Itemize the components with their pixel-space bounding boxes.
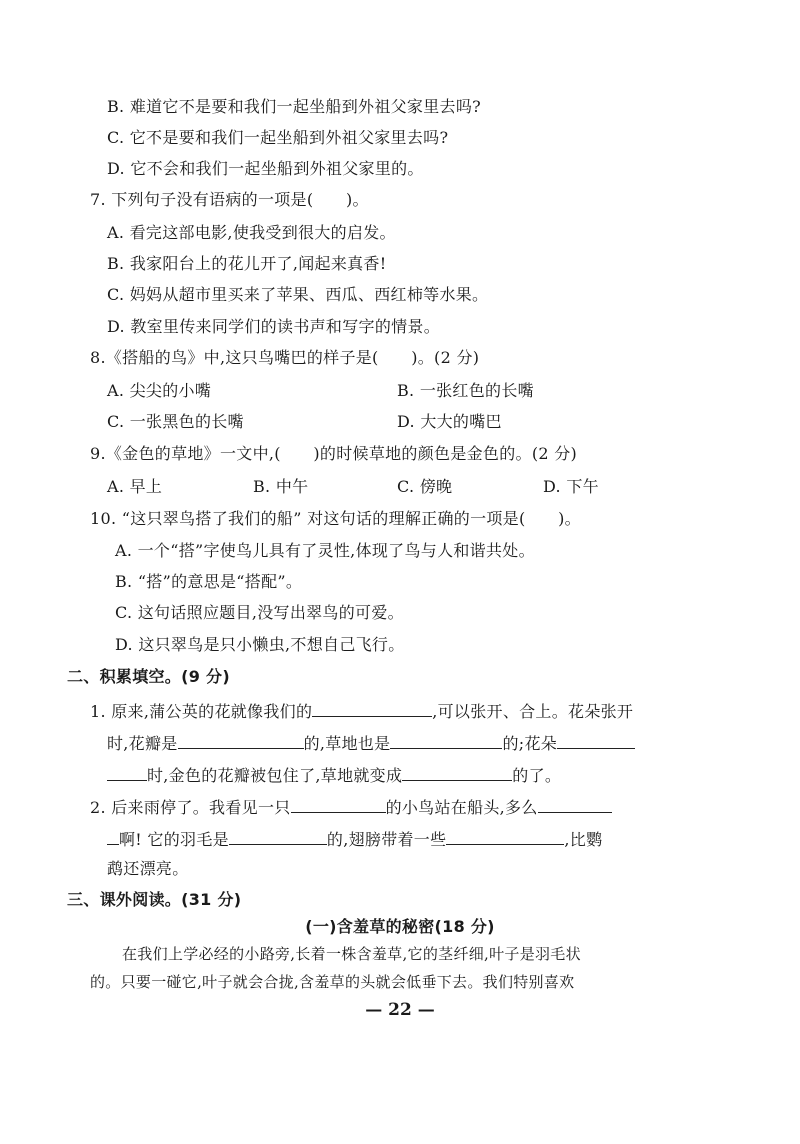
fill-text: 啊! 它的羽毛是 [119,830,229,849]
answer-blank[interactable] [229,828,327,845]
q10-option-d: D. 这只翠鸟是只小懒虫,不想自己飞行。 [115,635,405,654]
q7-option-d: D. 教室里传来同学们的读书声和写字的情景。 [107,317,441,336]
answer-blank[interactable] [557,732,635,749]
q8-option-a: A. 尖尖的小嘴 [107,381,212,400]
fill-line-3 [107,764,561,786]
q8-option-b: B. 一张红色的长嘴 [397,381,534,400]
fill-text: 2. 后来雨停了。我看见一只 [90,798,291,817]
fill-line-6: 鹉还漂亮。 [107,859,189,878]
q7-option-c: C. 妈妈从超市里买来了苹果、西瓜、西红柿等水果。 [107,285,489,304]
q9-option-d: D. 下午 [543,477,599,496]
fill-line-4 [90,796,612,818]
answer-blank[interactable] [312,700,432,717]
section2-heading: 二、积累填空。(9 分) [67,667,230,686]
fill-text: ,比鹦 [564,830,603,849]
answer-blank[interactable] [446,828,564,845]
fill-text: 时,金色的花瓣被包住了,草地就变成 [147,766,403,785]
page-number: — 22 — [365,1000,435,1020]
fill-text: 的,草地也是 [303,734,391,753]
q7-stem: 7. 下列句子没有语病的一项是( )。 [90,190,369,209]
q6-option-c: C. 它不是要和我们一起坐船到外祖父家里去吗? [107,128,449,147]
fill-line-1 [90,700,633,722]
q9-stem: 9.《金色的草地》一文中,( )的时候草地的颜色是金色的。(2 分) [90,444,578,463]
fill-text: 的了。 [512,766,562,785]
fill-text: 的,翅膀带着一些 [326,830,447,849]
answer-blank[interactable] [178,732,304,749]
answer-blank[interactable] [291,796,386,813]
q10-option-c: C. 这句话照应题目,没写出翠鸟的可爱。 [115,603,404,622]
reading-title: (一)含羞草的秘密(18 分) [305,917,495,936]
section3-heading: 三、课外阅读。(31 分) [67,890,242,909]
q8-option-d: D. 大大的嘴巴 [397,412,502,431]
answer-blank[interactable] [390,732,502,749]
q7-option-a: A. 看完这部电影,使我受到很大的启发。 [107,223,396,242]
fill-text: ,可以张开、合上。花朵张开 [432,702,634,721]
answer-blank[interactable] [402,764,512,781]
q10-option-b: B. “搭”的意思是“搭配”。 [115,572,303,591]
fill-text: 的小鸟站在船头,多么 [385,798,538,817]
fill-line-2 [107,732,635,754]
reading-line-2: 的。只要一碰它,叶子就会合拢,含羞草的头就会低垂下去。我们特别喜欢 [90,973,575,991]
fill-text: 时,花瓣是 [107,734,178,753]
q9-option-b: B. 中午 [253,477,309,496]
q8-stem: 8.《搭船的鸟》中,这只鸟嘴巴的样子是( )。(2 分) [90,348,480,367]
q9-option-a: A. 早上 [107,477,163,496]
q6-option-d: D. 它不会和我们一起坐船到外祖父家里的。 [107,159,424,178]
fill-text: 1. 原来,蒲公英的花就像我们的 [90,702,313,721]
answer-blank[interactable] [107,828,119,845]
q7-option-b: B. 我家阳台上的花儿开了,闻起来真香! [107,254,387,273]
answer-blank[interactable] [538,796,612,813]
q10-option-a: A. 一个“搭”字使鸟儿具有了灵性,体现了鸟与人和谐共处。 [115,541,535,560]
answer-blank[interactable] [107,764,147,781]
fill-text: 的;花朵 [502,734,558,753]
q8-option-c: C. 一张黑色的长嘴 [107,412,244,431]
fill-line-5 [107,828,602,850]
q9-option-c: C. 傍晚 [397,477,453,496]
reading-line-1: 在我们上学必经的小路旁,长着一株含羞草,它的茎纤细,叶子是羽毛状 [122,945,581,963]
q10-stem: 10. “这只翠鸟搭了我们的船” 对这句话的理解正确的一项是( )。 [90,509,581,528]
q6-option-b: B. 难道它不是要和我们一起坐船到外祖父家里去吗? [107,97,482,116]
